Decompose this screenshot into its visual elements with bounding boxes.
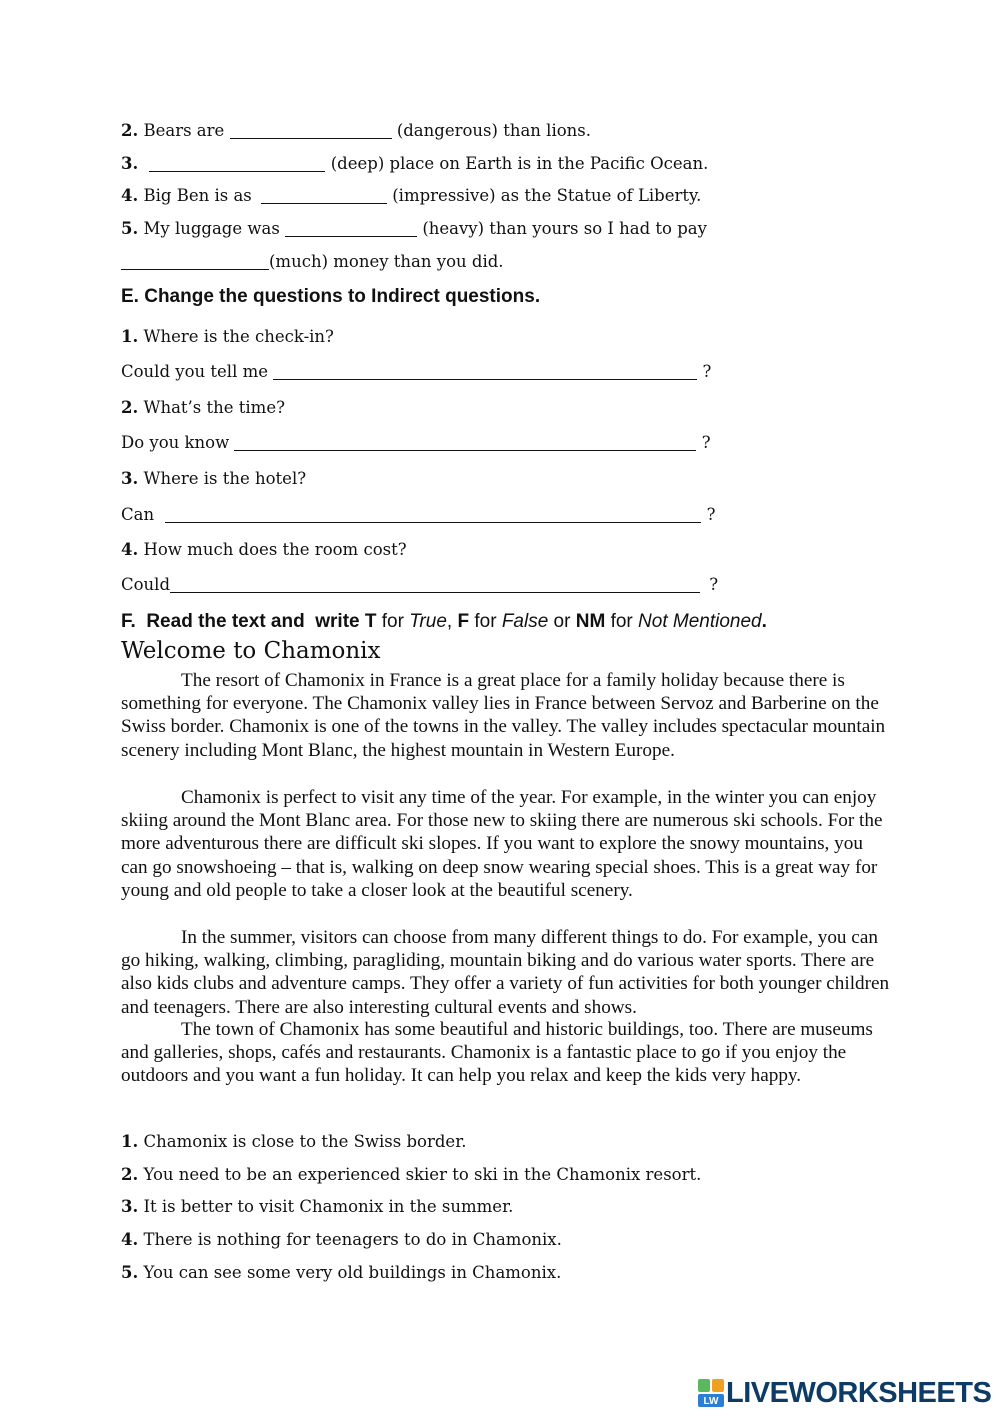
statement-5[interactable]: [121, 1263, 561, 1282]
exercise-e-answer-3: [121, 505, 715, 524]
heading-code-f: F: [457, 611, 470, 632]
statement-text: There is nothing for teenagers to do in Chamonix.: [143, 1230, 562, 1249]
statement-text: You need to be an experienced skier to ski in the Chamonix resort.: [143, 1165, 702, 1184]
exercise-d-item-5-continued: [121, 252, 504, 271]
answer-blank[interactable]: [149, 155, 325, 173]
heading-text: F. Read the text and write: [121, 611, 365, 632]
statement-text: Chamonix is close to the Swiss border.: [143, 1132, 467, 1151]
answer-blank[interactable]: [261, 187, 387, 205]
statement-1[interactable]: [121, 1132, 467, 1151]
exercise-e-heading: E. Change the questions to Indirect questions.: [121, 286, 541, 307]
item-text: (dangerous) than lions.: [396, 121, 591, 140]
logo-text: LIVEWORKSHEETS: [726, 1376, 992, 1409]
passage-paragraph-2: Chamonix is perfect to visit any time of the year. For example, in the winter you can enjoy skiing around the Mont Blanc area. For those new to skiing there are numerous ski schools. For the more adventurous there are difficult ski slopes. If you want to explore the snowy mountains, you can go snowshoeing – that is, walking on deep snow wearing special shoes. This is a great way for young and old people to take a closer look at the beautiful scenery.: [121, 787, 883, 901]
question-text: How much does the room cost?: [143, 540, 407, 559]
svg-text:LW: LW: [703, 1396, 719, 1407]
item-text: (much) money than you did.: [269, 252, 504, 271]
heading-word-not-mentioned: Not Mentioned: [638, 611, 762, 632]
item-number: 5.: [121, 219, 139, 238]
item-text: Bears are: [143, 121, 225, 140]
heading-text: for: [376, 611, 410, 632]
heading-text: ,: [446, 611, 458, 632]
heading-word-true: True: [409, 611, 447, 632]
item-text: (heavy) than yours so I had to pay: [422, 219, 707, 238]
item-text: (deep) place on Earth is in the Pacific Ocean.: [330, 154, 709, 173]
statement-text: You can see some very old buildings in Chamonix.: [143, 1263, 562, 1282]
passage-paragraph-3: In the summer, visitors can choose from many different things to do. For example, you can go hiking, walking, climbing, paragliding, mountain biking and do various water sports. There are also kids clubs and adventure camps. They offer a variety of fun activities for both younger children and teenagers. There are also interesting cultural events and shows.: [121, 927, 890, 1018]
item-number: 3.: [121, 154, 139, 173]
answer-blank[interactable]: [234, 434, 696, 452]
question-text: Where is the hotel?: [143, 469, 307, 488]
exercise-d-item-5: [121, 219, 707, 238]
item-text: (impressive) as the Statue of Liberty.: [392, 186, 702, 205]
liveworksheets-mark-icon: [698, 1379, 724, 1407]
question-mark: ?: [701, 433, 711, 452]
item-number: 5.: [121, 1263, 139, 1282]
statement-3[interactable]: [121, 1197, 513, 1216]
exercise-d-item-4: [121, 186, 701, 205]
prompt-text: Do you know: [121, 433, 230, 452]
item-number: 2.: [121, 1165, 139, 1184]
liveworksheets-logo: [698, 1378, 991, 1408]
exercise-e-answer-4: [121, 575, 718, 594]
item-number: 3.: [121, 1197, 139, 1216]
exercise-e-question-3: [121, 469, 306, 488]
answer-blank[interactable]: [165, 506, 701, 524]
statement-2[interactable]: [121, 1165, 701, 1184]
exercise-d-item-2: [121, 121, 591, 140]
prompt-text: Could you tell me: [121, 362, 269, 381]
item-number: 4.: [121, 186, 139, 205]
item-number: 1.: [121, 1132, 139, 1151]
exercise-d-item-3: [121, 154, 708, 173]
exercise-e-answer-2: [121, 433, 711, 452]
statement-4[interactable]: [121, 1230, 562, 1249]
heading-text: for: [469, 611, 502, 632]
question-mark: ?: [709, 575, 719, 594]
item-number: 2.: [121, 121, 139, 140]
item-number: 1.: [121, 327, 139, 346]
exercise-f-heading: [121, 611, 767, 633]
answer-blank[interactable]: [273, 363, 697, 381]
exercise-e-question-4: [121, 540, 407, 559]
heading-code-nm: NM: [575, 611, 606, 632]
exercise-e-question-1: [121, 327, 334, 346]
exercise-e-question-2: [121, 398, 285, 417]
prompt-text: Can: [121, 505, 155, 524]
question-mark: ?: [702, 362, 712, 381]
passage-paragraph-4: The town of Chamonix has some beautiful and historic buildings, too. There are museums and galleries, shops, cafés and restaurants. Chamonix is a fantastic place to go if you enjoy the outdoors and you want a fun holiday. It can help you relax and keep the kids very happy.: [121, 1019, 873, 1087]
item-number: 2.: [121, 398, 139, 417]
heading-text: .: [761, 611, 767, 632]
answer-blank[interactable]: [170, 576, 700, 594]
heading-word-false: False: [501, 611, 549, 632]
answer-blank[interactable]: [230, 122, 392, 140]
item-text: Big Ben is as: [143, 186, 252, 205]
answer-blank[interactable]: [285, 220, 417, 238]
item-number: 4.: [121, 540, 139, 559]
heading-text: for: [605, 611, 639, 632]
item-text: My luggage was: [143, 219, 280, 238]
question-text: What’s the time?: [143, 398, 285, 417]
exercise-e-answer-1: [121, 362, 711, 381]
statement-text: It is better to visit Chamonix in the summer.: [143, 1197, 514, 1216]
item-number: 4.: [121, 1230, 139, 1249]
answer-blank[interactable]: [121, 253, 269, 271]
passage-title: Welcome to Chamonix: [121, 638, 381, 664]
heading-text: or: [548, 611, 576, 632]
passage-paragraph-1: The resort of Chamonix in France is a great place for a family holiday because there is something for everyone. The Chamonix valley lies in France between Servoz and Barberine on the Swiss border. Chamonix is one of the towns in the valley. The valley includes spectacular mountain scenery including Mont Blanc, the highest mountain in Western Europe.: [121, 670, 886, 761]
item-number: 3.: [121, 469, 139, 488]
question-mark: ?: [706, 505, 716, 524]
question-text: Where is the check-in?: [143, 327, 334, 346]
heading-code-t: T: [364, 611, 377, 632]
prompt-text: Could: [121, 575, 171, 594]
